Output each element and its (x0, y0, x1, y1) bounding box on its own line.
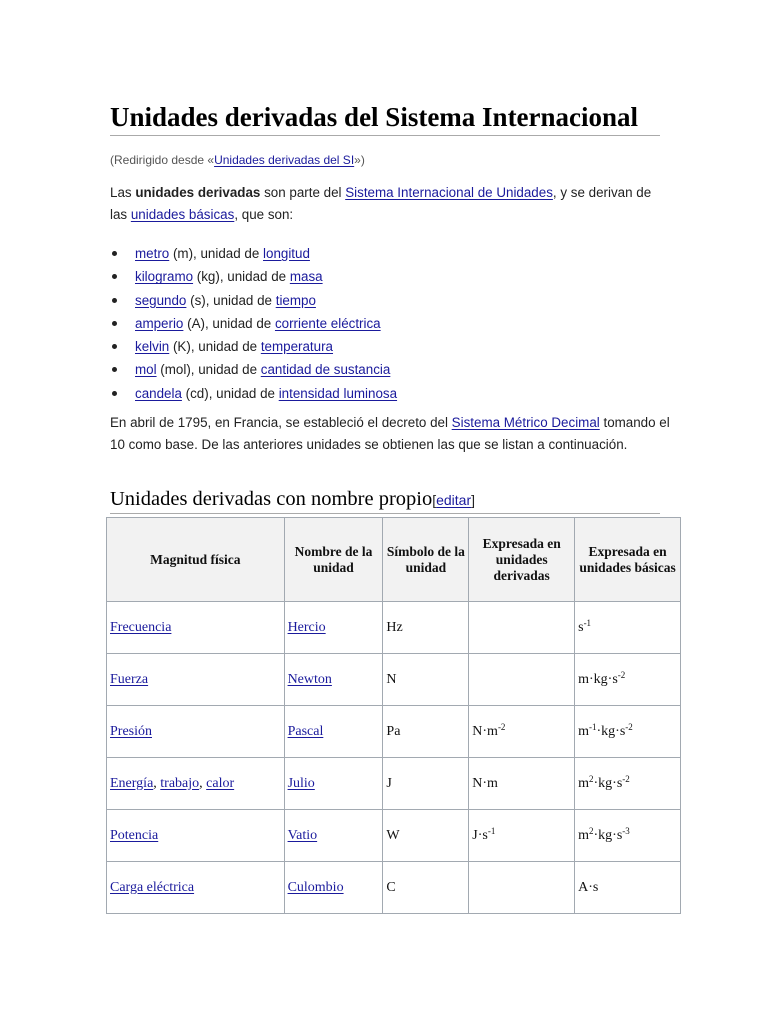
derived-expression-cell (469, 862, 575, 914)
header-symbol: Símbolo de la unidad (383, 518, 469, 602)
derived-expression-cell (469, 602, 575, 654)
redirect-prefix: (Redirigido desde « (110, 153, 215, 167)
redirect-link[interactable]: Unidades derivadas del SI (214, 153, 355, 167)
magnitude-link[interactable]: Frecuencia (110, 619, 172, 635)
basic-base: s (578, 619, 584, 635)
basic-base: m·kg·s (578, 671, 618, 687)
unit-detail: (K), unidad de (169, 339, 261, 355)
list-item (110, 382, 397, 405)
list-item (110, 335, 397, 358)
unit-name-cell (284, 706, 383, 758)
symbol-cell: Hz (383, 602, 469, 654)
bullet-icon (112, 274, 117, 279)
magnitude-cell (107, 706, 285, 758)
derived-expression-cell (469, 654, 575, 706)
history-text-2: tomando el 10 como base. De las anteriores unidades se obtienen las que se listan a continuación. (110, 415, 670, 452)
magnitude-link[interactable]: cantidad de sustancia (260, 362, 391, 378)
basic-exponent: -2 (625, 721, 633, 732)
magnitude-link[interactable]: trabajo (160, 775, 200, 791)
basic-expression-cell (575, 810, 681, 862)
symbol-cell: J (383, 758, 469, 810)
basic-exponent: 2 (589, 773, 594, 784)
magnitude-link[interactable]: longitud (263, 246, 310, 261)
unit-name-link[interactable]: Vatio (287, 827, 318, 843)
derived-expression-cell (469, 758, 575, 810)
unit-link[interactable]: kelvin (135, 339, 170, 355)
history-paragraph (110, 412, 670, 456)
table-row (107, 654, 681, 706)
header-basic: Expresada en unidades básicas (575, 518, 681, 602)
derived-expression-cell (469, 810, 575, 862)
bullet-icon (112, 367, 117, 372)
intro-text-1: Las (110, 185, 136, 200)
unit-name-cell (284, 810, 383, 862)
magnitude-cell (107, 654, 285, 706)
history-text-1: En abril de 1795, en Francia, se estableció el decreto del (110, 415, 452, 430)
magnitude-link[interactable]: Energía (110, 775, 154, 791)
unit-name-link[interactable]: Julio (287, 775, 315, 791)
redirect-note (110, 153, 365, 167)
unit-detail: (mol), unidad de (156, 362, 261, 378)
symbol-cell: C (383, 862, 469, 914)
intro-bold-term: unidades derivadas (135, 185, 261, 200)
basic-base: m (578, 827, 589, 843)
bullet-icon (112, 344, 117, 349)
bullet-icon (112, 298, 117, 303)
section-heading (110, 488, 660, 514)
metric-system-link[interactable]: Sistema Métrico Decimal (451, 415, 600, 430)
unit-link[interactable]: mol (135, 362, 157, 378)
magnitude-link[interactable]: Fuerza (110, 671, 149, 687)
unit-name-cell (284, 862, 383, 914)
base-units-link[interactable]: unidades básicas (130, 207, 235, 222)
unit-name-cell (284, 758, 383, 810)
unit-name-link[interactable]: Pascal (287, 723, 324, 739)
list-item (110, 289, 397, 312)
intro-text-3: , y se derivan de las (110, 185, 652, 222)
table-row (107, 758, 681, 810)
derived-base: J·s (472, 827, 488, 843)
unit-detail: (cd), unidad de (181, 385, 279, 401)
unit-name-link[interactable]: Hercio (287, 619, 326, 635)
table-row (107, 862, 681, 914)
list-item (110, 358, 397, 381)
magnitude-link[interactable]: tiempo (275, 292, 316, 308)
basic-expression-cell (575, 602, 681, 654)
basic-exponent: -2 (617, 669, 626, 680)
si-link[interactable]: Sistema Internacional de Unidades (345, 185, 553, 200)
basic-base: ·kg·s (593, 775, 623, 791)
basic-exponent: -2 (622, 773, 630, 784)
edit-link[interactable]: editar (436, 492, 472, 508)
edit-bracket-open: [ (432, 492, 437, 508)
intro-text-2: son parte del (260, 185, 346, 200)
magnitude-link[interactable]: masa (289, 269, 323, 285)
basic-base: A·s (578, 879, 599, 895)
header-derived: Expresada en unidades derivadas (469, 518, 575, 602)
intro-paragraph (110, 182, 670, 226)
basic-expression-cell (575, 654, 681, 706)
unit-detail: (A), unidad de (183, 315, 275, 331)
magnitude-link[interactable]: intensidad luminosa (278, 385, 398, 401)
basic-base: ·kg·s (593, 827, 623, 843)
basic-exponent: -1 (589, 721, 597, 732)
magnitude-link[interactable]: calor (206, 775, 235, 791)
derived-units-table (106, 517, 681, 914)
basic-base: m (578, 723, 589, 739)
table-row (107, 810, 681, 862)
unit-name-link[interactable]: Culombio (287, 879, 344, 895)
table-header-row (107, 518, 681, 602)
basic-expression-cell (575, 706, 681, 758)
derived-base: N·m (472, 775, 498, 791)
symbol-cell: W (383, 810, 469, 862)
list-item (110, 242, 397, 265)
unit-link[interactable]: metro (135, 246, 170, 261)
magnitude-link[interactable]: temperatura (260, 339, 334, 355)
header-magnitude: Magnitud física (107, 518, 285, 602)
intro-text-4: , que son: (234, 207, 294, 222)
table-row (107, 602, 681, 654)
magnitude-link[interactable]: corriente eléctrica (274, 315, 381, 331)
magnitude-cell (107, 758, 285, 810)
magnitude-link[interactable]: Presión (110, 723, 152, 739)
magnitude-link[interactable]: Potencia (110, 827, 159, 843)
separator: , (153, 775, 161, 791)
basic-expression-cell (575, 862, 681, 914)
basic-expression-cell (575, 758, 681, 810)
unit-name-link[interactable]: Newton (287, 671, 332, 687)
symbol-cell: Pa (383, 706, 469, 758)
redirect-suffix: ») (354, 153, 365, 167)
derived-exponent: -2 (497, 721, 506, 732)
base-units-list (110, 242, 397, 405)
edit-bracket-close: ] (471, 492, 476, 508)
magnitude-cell (107, 862, 285, 914)
basic-exponent: -3 (622, 825, 630, 836)
derived-base: N·m (472, 723, 498, 739)
list-item (110, 265, 397, 288)
bullet-icon (112, 391, 117, 396)
header-unit-name: Nombre de la unidad (284, 518, 383, 602)
symbol-cell: N (383, 654, 469, 706)
bullet-icon (112, 321, 117, 326)
basic-exponent: -1 (583, 617, 592, 628)
table-row (107, 706, 681, 758)
magnitude-cell (107, 602, 285, 654)
basic-exponent: 2 (589, 825, 594, 836)
basic-base: m (578, 775, 589, 791)
separator: , (199, 775, 207, 791)
unit-detail: (m), unidad de (169, 246, 264, 261)
basic-base: ·kg·s (596, 723, 626, 739)
derived-expression-cell (469, 706, 575, 758)
unit-name-cell (284, 602, 383, 654)
magnitude-link[interactable]: Carga eléctrica (110, 879, 195, 895)
unit-link[interactable]: amperio (135, 315, 184, 331)
unit-link[interactable]: kilogramo (135, 269, 194, 285)
unit-link[interactable]: candela (135, 385, 182, 401)
magnitude-cell (107, 810, 285, 862)
page-title: Unidades derivadas del Sistema Internacional (110, 102, 660, 136)
unit-detail: (s), unidad de (186, 292, 276, 308)
edit-section (432, 492, 475, 508)
section-heading-text: Unidades derivadas con nombre propio (110, 488, 433, 510)
list-item (110, 312, 397, 335)
unit-link[interactable]: segundo (135, 292, 187, 308)
unit-name-cell (284, 654, 383, 706)
unit-detail: (kg), unidad de (193, 269, 290, 285)
bullet-icon (112, 251, 117, 256)
derived-exponent: -1 (487, 825, 496, 836)
